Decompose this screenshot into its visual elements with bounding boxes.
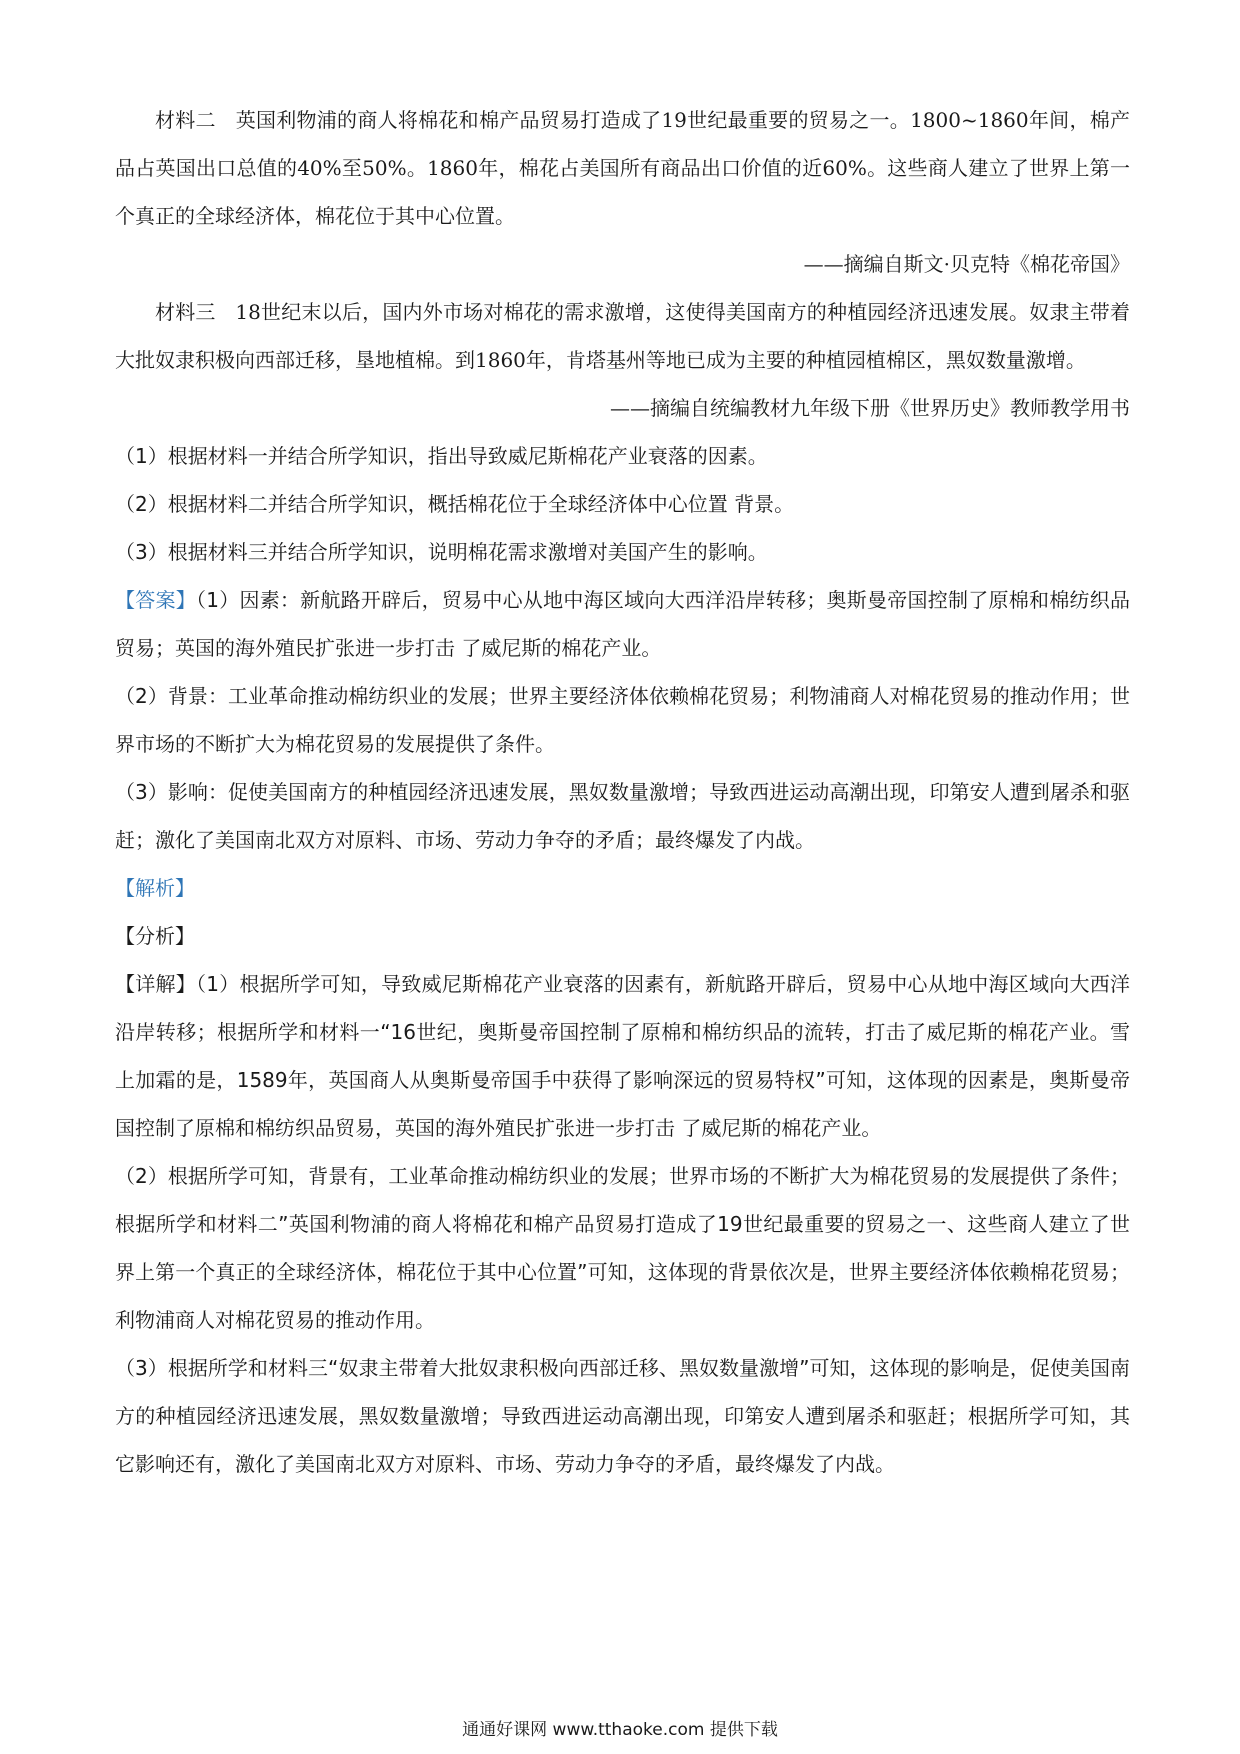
material-2-source: ——摘编自斯文·贝克特《棉花帝国》 xyxy=(803,252,1130,276)
answer-1-text: （1）因素：新航路开辟后，贸易中心从地中海区域向大西洋沿岸转移；奥斯曼帝国控制了原棉和棉纺织品贸易；英国的海外殖民扩张进一步打击 了威尼斯的棉花产业。 xyxy=(115,588,1130,660)
answer-1 xyxy=(115,576,1130,672)
detail-tag: 【详解】 xyxy=(115,972,196,996)
question-1: （1）根据材料一并结合所学知识，指出导致威尼斯棉花产业衰落的因素。 xyxy=(115,444,768,468)
answer-tag: 【答案】 xyxy=(115,588,196,612)
detail-2: （2）根据所学可知，背景有，工业革命推动棉纺织业的发展；世界市场的不断扩大为棉花贸易的发展提供了条件；根据所学和材料二”英国利物浦的商人将棉花和棉产品贸易打造成了19世纪最重要的贸易之一、这些商人建立了世界上第一个真正的全球经济体，棉花位于其中心位置”可知，这体现的背景依次是，世界主要经济体依赖棉花贸易；利物浦商人对棉花贸易的推动作用。 xyxy=(115,1164,1130,1332)
detail-3: （3）根据所学和材料三“奴隶主带着大批奴隶积极向西部迁移、黑奴数量激增”可知，这体现的影响是，促使美国南方的种植园经济迅速发展，黑奴数量激增；导致西进运动高潮出现，印第安人遭到屠杀和驱赶；根据所学可知，其它影响还有，激化了美国南北双方对原料、市场、劳动力争夺的矛盾，最终爆发了内战。 xyxy=(115,1356,1130,1476)
answer-3: （3）影响：促使美国南方的种植园经济迅速发展，黑奴数量激增；导致西进运动高潮出现，印第安人遭到屠杀和驱赶；激化了美国南北双方对原料、市场、劳动力争夺的矛盾；最终爆发了内战。 xyxy=(115,780,1130,852)
page-footer: 通通好课网 www.tthaoke.com 提供下载 xyxy=(462,1720,778,1740)
material-3-label: 材料三 xyxy=(155,300,216,324)
detail-1 xyxy=(115,960,1130,1152)
material-2-label: 材料二 xyxy=(155,108,216,132)
detail-1-text: （1）根据所学可知，导致威尼斯棉花产业衰落的因素有，新航路开辟后，贸易中心从地中海区域向大西洋沿岸转移；根据所学和材料一“16世纪，奥斯曼帝国控制了原棉和棉纺织品的流转，打击了威尼斯的棉花产业。雪上加霜的是，1589年，英国商人从奥斯曼帝国手中获得了影响深远的贸易特权”可知，这体现的因素是，奥斯曼帝国控制了原棉和棉纺织品贸易，英国的海外殖民扩张进一步打击 了威尼斯的棉花产业。 xyxy=(115,972,1130,1140)
question-3: （3）根据材料三并结合所学知识，说明棉花需求激增对美国产生的影响。 xyxy=(115,540,768,564)
material-3-text: 18世纪末以后，国内外市场对棉花的需求激增，这使得美国南方的种植园经济迅速发展。奴隶主带着大批奴隶积极向西部迁移，垦地植棉。到1860年，肯塔基州等地已成为主要的种植园植棉区，黑奴数量激增。 xyxy=(115,300,1131,372)
material-3-source: ——摘编自统编教材九年级下册《世界历史》教师教学用书 xyxy=(610,396,1130,420)
analysis-tag: 【解析】 xyxy=(115,876,195,900)
material-3-paragraph xyxy=(115,288,1130,384)
fenxi-tag: 【分析】 xyxy=(115,924,195,948)
material-2-paragraph xyxy=(115,96,1130,240)
page-content xyxy=(115,96,1130,1488)
material-2-text: 英国利物浦的商人将棉花和棉产品贸易打造成了19世纪最重要的贸易之一。1800~1860年间，棉产品占英国出口总值的40%至50%。1860年，棉花占美国所有商品出口价值的近60%。这些商人建立了世界上第一个真正的全球经济体，棉花位于其中心位置。 xyxy=(115,108,1130,228)
question-2: （2）根据材料二并结合所学知识，概括棉花位于全球经济体中心位置 背景。 xyxy=(115,492,795,516)
answer-2: （2）背景：工业革命推动棉纺织业的发展；世界主要经济体依赖棉花贸易；利物浦商人对棉花贸易的推动作用；世界市场的不断扩大为棉花贸易的发展提供了条件。 xyxy=(115,684,1130,756)
